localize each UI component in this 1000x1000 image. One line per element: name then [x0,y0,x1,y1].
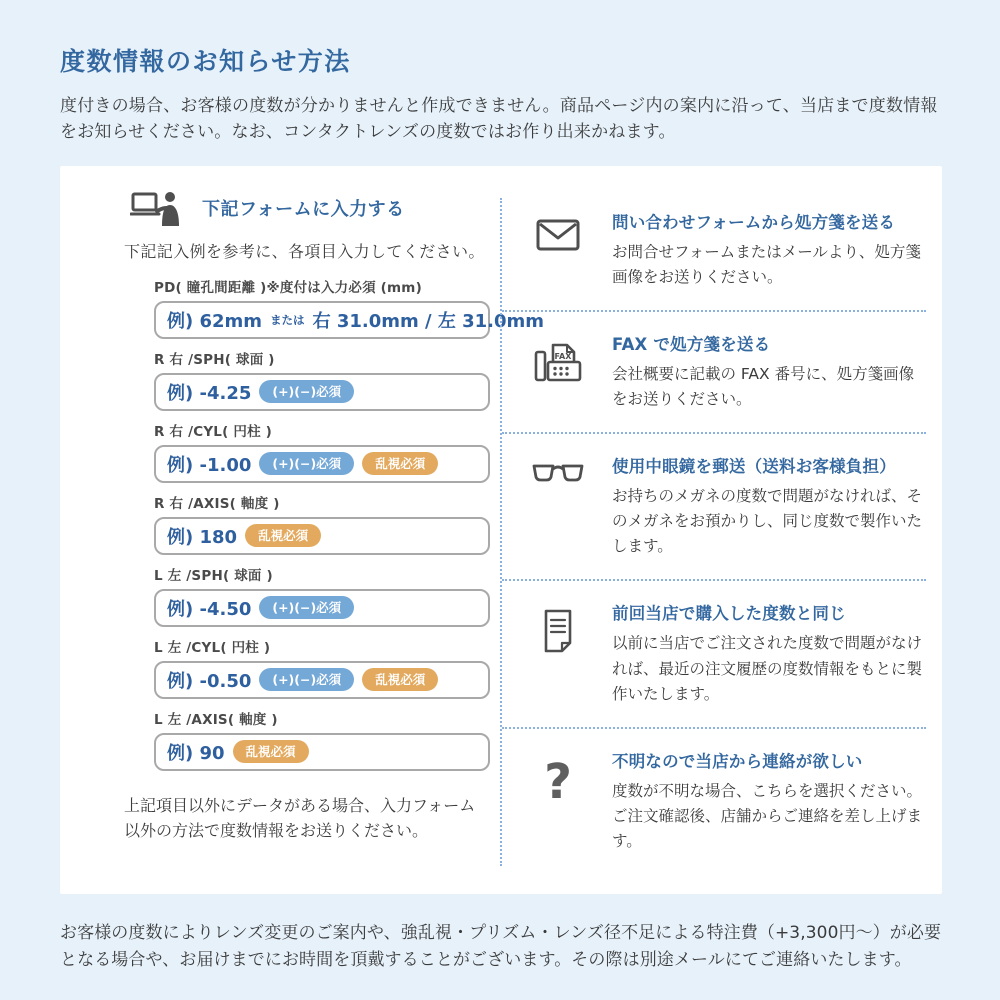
pd-example-input[interactable] [154,301,545,339]
form-field-r-sph [154,348,490,411]
astigmatism-required-badge: 乱視必須 [362,668,438,691]
example-value: 例) 180 [167,526,238,548]
form-entry-column [60,190,545,874]
question-glyph: ? [544,753,572,810]
r-sph-example-input[interactable] [154,373,490,411]
mail-icon [530,209,586,290]
r-cyl-example-input[interactable] [154,445,490,483]
example-value: 例) 62mm [167,310,263,332]
method-title: 問い合わせフォームから処方箋を送る [612,212,896,232]
fax-icon-label: FAX [554,351,572,361]
astigmatism-required-badge: 乱視必須 [245,524,321,547]
method-title: 使用中眼鏡を郵送（送料お客様負担） [612,457,896,477]
example-value: 例) -4.25 [167,382,252,404]
example-value: 例) -4.50 [167,598,252,620]
method-body: 以前に当店でご注文された度数で問題がなければ、最近の注文履歴の度数情報をもとに製作いたします。 [612,634,923,703]
method-unknown-contact-me [502,729,926,874]
method-text [612,331,926,412]
example-value: 例) -1.00 [167,454,252,476]
astigmatism-required-badge: 乱視必須 [362,452,438,475]
method-title: 前回当店で購入した度数と同じ [612,604,846,624]
method-mail-glasses [502,434,926,581]
fax-icon [530,331,586,412]
form-field-l-cyl [154,636,490,699]
plus-minus-required-badge: (+)(−)必須 [259,668,354,691]
form-note: 上記項目以外にデータがある場合、入力フォーム以外の方法で度数情報をお送りください。 [124,795,476,841]
method-previous-order [502,581,926,728]
field-label: L 左 /SPH( 球面 ) [154,567,273,584]
form-field-pd [154,276,545,339]
intro-text: 度付きの場合、お客様の度数が分かりませんと作成できません。商品ページ内の案内に沿って、当店まで度数情報をお知らせください。なお、コンタクトレンズの度数ではお作り出来かねます。 [60,96,938,143]
form-field-l-axis [154,708,490,771]
method-title: 不明なので当店から連絡が欲しい [612,751,863,771]
form-fields [154,276,545,771]
r-axis-example-input[interactable] [154,517,490,555]
form-field-r-axis [154,492,490,555]
method-body: お持ちのメガネの度数で問題がなければ、そのメガネをお預かりし、同じ度数で製作いたします。 [612,487,923,556]
method-text [612,748,926,854]
glasses-icon [530,453,586,559]
example-value: 例) 90 [167,742,225,764]
question-icon [530,748,586,854]
plus-minus-required-badge: (+)(−)必須 [259,452,354,475]
alternative-methods-column [502,190,942,874]
footer-note: お客様の度数によりレンズ変更のご案内や、強乱視・プリズム・レンズ径不足による特注費（+3,300円〜）が必要となる場合や、お届けまでにお時間を頂戴することがございます。その際は別途メールにてご連絡いたします。 [60,923,942,971]
l-sph-example-input[interactable] [154,589,490,627]
method-contact-form [502,190,926,312]
method-body: お問合せフォームまたはメールより、処方箋画像をお送りください。 [612,242,921,286]
page-title: 度数情報のお知らせ方法 [60,47,351,76]
person-at-computer-icon [130,190,182,226]
methods-card [60,166,942,894]
field-label: L 左 /AXIS( 軸度 ) [154,711,278,728]
form-header [130,190,500,226]
method-body: 度数が不明な場合、こちらを選択ください。ご注文確認後、店舗からご連絡を差し上げます。 [612,781,923,850]
field-label: R 右 /SPH( 球面 ) [154,351,275,368]
plus-minus-required-badge: (+)(−)必須 [259,380,354,403]
document-icon [530,600,586,706]
method-text [612,600,926,706]
plus-minus-required-badge: (+)(−)必須 [259,596,354,619]
form-field-r-cyl [154,420,490,483]
l-axis-example-input[interactable] [154,733,490,771]
form-heading: 下記フォームに入力する [202,198,405,220]
method-title: FAX で処方箋を送る [612,334,771,354]
method-fax [502,312,926,434]
field-label: PD( 瞳孔間距離 )※度付は入力必須 (mm) [154,279,422,296]
field-label: R 右 /AXIS( 軸度 ) [154,495,280,512]
astigmatism-required-badge: 乱視必須 [233,740,309,763]
example-value: 右 31.0mm / 左 31.0mm [312,310,545,332]
field-label: L 左 /CYL( 円柱 ) [154,639,271,656]
example-value: 例) -0.50 [167,670,252,692]
method-body: 会社概要に記載の FAX 番号に、処方箋画像をお送りください。 [612,364,915,409]
form-field-l-sph [154,564,490,627]
l-cyl-example-input[interactable] [154,661,490,699]
form-subheading: 下記記入例を参考に、各項目入力してください。 [124,241,485,261]
method-text [612,453,926,559]
method-text [612,209,926,290]
field-label: R 右 /CYL( 円柱 ) [154,423,273,440]
example-or-text: または [270,312,305,327]
